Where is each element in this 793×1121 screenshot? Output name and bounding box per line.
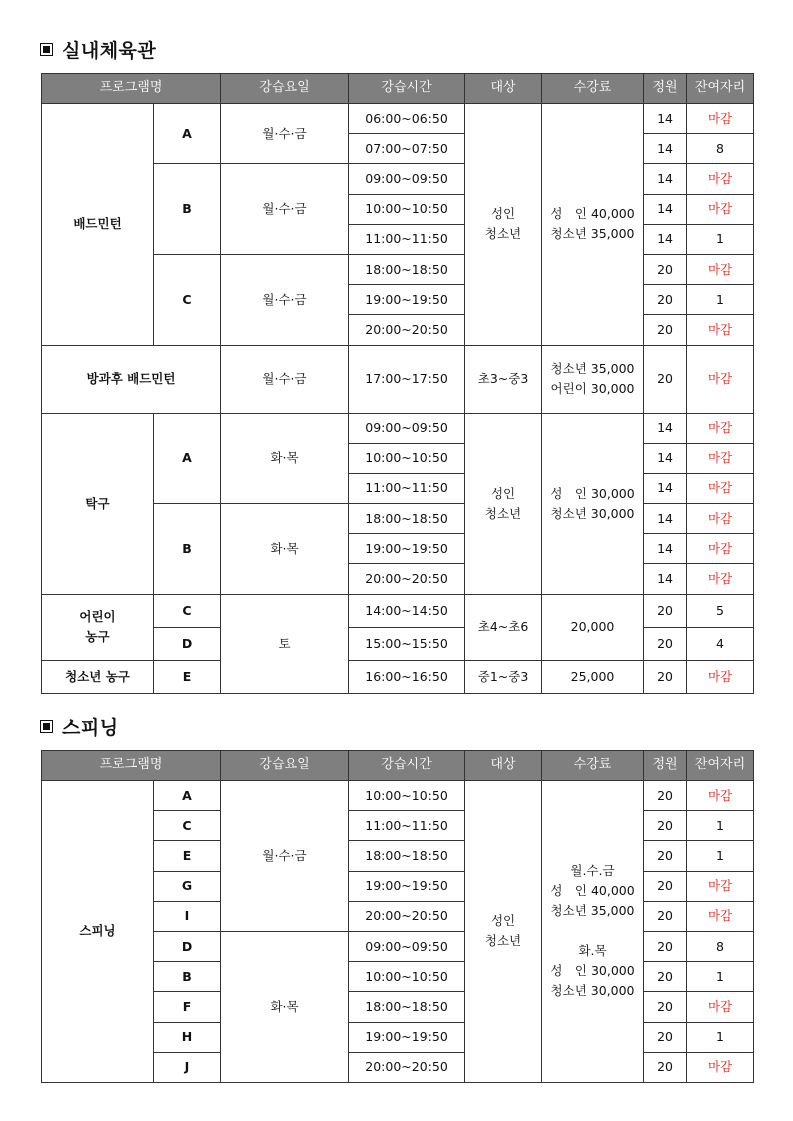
group-code: B: [154, 504, 221, 595]
header-fee: 수강료: [542, 751, 644, 781]
square-bullet-icon: [40, 720, 53, 733]
program-name: 탁구: [42, 413, 154, 594]
capacity: 20: [644, 931, 687, 961]
group-code: A: [154, 104, 221, 164]
remaining-seats: 1: [687, 811, 754, 841]
capacity: 20: [644, 345, 687, 413]
remaining-seats: 1: [687, 224, 754, 254]
table-row: [42, 345, 754, 413]
remaining-seats: 마감: [687, 781, 754, 811]
target-line: 청소년: [484, 226, 522, 242]
remaining-seats: 1: [687, 841, 754, 871]
remaining-seats: 마감: [687, 901, 754, 931]
table-row: [42, 781, 754, 811]
remaining-seats: 마감: [687, 504, 754, 534]
section-title-text: 실내체육관: [62, 40, 157, 62]
target-line: 성인: [490, 485, 516, 501]
fee: [542, 781, 644, 1083]
capacity: 20: [644, 781, 687, 811]
indoor-gym-table: [41, 73, 754, 694]
remaining-seats: 4: [687, 627, 754, 660]
capacity: 20: [644, 841, 687, 871]
capacity: 20: [644, 660, 687, 693]
capacity: 20: [644, 992, 687, 1022]
header-program: 프로그램명: [42, 751, 221, 781]
capacity: 20: [644, 594, 687, 627]
class-time: 19:00~19:50: [349, 871, 465, 901]
section-title-spinning: [40, 713, 119, 740]
program-name: 스피닝: [42, 781, 154, 1083]
group-code: D: [154, 627, 221, 660]
class-time: 20:00~20:50: [349, 315, 465, 345]
capacity: 14: [644, 104, 687, 134]
capacity: 20: [644, 811, 687, 841]
fee: [542, 104, 644, 346]
capacity: 20: [644, 627, 687, 660]
remaining-seats: 마감: [687, 315, 754, 345]
header-row: [42, 751, 754, 781]
target: 중1~중3: [465, 660, 542, 693]
table-row: [42, 413, 754, 443]
class-days: 화·목: [221, 413, 349, 504]
fee-line: 월.수.금: [570, 863, 615, 879]
fee-line: 청소년 35,000: [550, 903, 635, 919]
class-days: 월·수·금: [221, 781, 349, 932]
remaining-seats: 마감: [687, 871, 754, 901]
fee: 25,000: [542, 660, 644, 693]
class-time: 18:00~18:50: [349, 841, 465, 871]
spinning-table: [41, 750, 754, 1083]
table-row: [42, 660, 754, 693]
target: [465, 413, 542, 594]
fee-line: 청소년 35,000: [550, 226, 635, 242]
capacity: 14: [644, 194, 687, 224]
capacity: 20: [644, 1052, 687, 1082]
header-days: 강습요일: [221, 751, 349, 781]
class-time: 20:00~20:50: [349, 564, 465, 594]
header-remaining: 잔여자리: [687, 751, 754, 781]
class-time: 14:00~14:50: [349, 594, 465, 627]
group-code: B: [154, 164, 221, 255]
program-name: 배드민턴: [42, 104, 154, 346]
fee: 20,000: [542, 594, 644, 660]
remaining-seats: 1: [687, 962, 754, 992]
class-time: 06:00~06:50: [349, 104, 465, 134]
class-time: 11:00~11:50: [349, 811, 465, 841]
target-line: 청소년: [484, 505, 522, 521]
group-code: E: [154, 841, 221, 871]
program-name-line: 농구: [85, 629, 110, 645]
fee-line: 청소년 30,000: [550, 983, 635, 999]
remaining-seats: 마감: [687, 564, 754, 594]
target: 초4~초6: [465, 594, 542, 660]
group-code: H: [154, 1022, 221, 1052]
class-days: 월·수·금: [221, 345, 349, 413]
capacity: 20: [644, 901, 687, 931]
group-code: J: [154, 1052, 221, 1082]
remaining-seats: 마감: [687, 660, 754, 693]
remaining-seats: 마감: [687, 1052, 754, 1082]
target-line: 성인: [490, 913, 516, 929]
target-line: 청소년: [484, 933, 522, 949]
group-code: E: [154, 660, 221, 693]
fee: [542, 345, 644, 413]
program-name: 방과후 배드민턴: [42, 345, 221, 413]
class-time: 18:00~18:50: [349, 254, 465, 284]
class-days: 월·수·금: [221, 164, 349, 255]
program-name: 청소년 농구: [42, 660, 154, 693]
fee: [542, 413, 644, 594]
class-time: 11:00~11:50: [349, 473, 465, 503]
capacity: 14: [644, 224, 687, 254]
capacity: 20: [644, 1022, 687, 1052]
table-row: [42, 104, 754, 134]
table-row: [42, 594, 754, 627]
remaining-seats: 마감: [687, 345, 754, 413]
group-code: C: [154, 254, 221, 345]
remaining-seats: 마감: [687, 254, 754, 284]
remaining-seats: 마감: [687, 992, 754, 1022]
class-time: 10:00~10:50: [349, 962, 465, 992]
target: [465, 104, 542, 346]
header-program: 프로그램명: [42, 74, 221, 104]
group-code: A: [154, 781, 221, 811]
fee-line: 청소년 30,000: [550, 505, 635, 521]
capacity: 14: [644, 473, 687, 503]
target-line: 성인: [490, 206, 516, 222]
capacity: 20: [644, 962, 687, 992]
remaining-seats: 8: [687, 134, 754, 164]
remaining-seats: 마감: [687, 443, 754, 473]
group-code: G: [154, 871, 221, 901]
group-code: C: [154, 811, 221, 841]
class-time: 19:00~19:50: [349, 534, 465, 564]
group-code: C: [154, 594, 221, 627]
fee-line: 성 인 40,000: [550, 206, 635, 222]
group-code: B: [154, 962, 221, 992]
program-name: [42, 594, 154, 660]
class-time: 20:00~20:50: [349, 1052, 465, 1082]
class-time: 09:00~09:50: [349, 413, 465, 443]
remaining-seats: 5: [687, 594, 754, 627]
class-time: 20:00~20:50: [349, 901, 465, 931]
header-capacity: 정원: [644, 74, 687, 104]
capacity: 20: [644, 315, 687, 345]
capacity: 14: [644, 564, 687, 594]
capacity: 14: [644, 413, 687, 443]
section-title-text: 스피닝: [62, 717, 119, 739]
capacity: 14: [644, 134, 687, 164]
capacity: 20: [644, 254, 687, 284]
target: 초3~중3: [465, 345, 542, 413]
remaining-seats: 마감: [687, 534, 754, 564]
class-time: 10:00~10:50: [349, 194, 465, 224]
class-time: 19:00~19:50: [349, 285, 465, 315]
group-code: D: [154, 931, 221, 961]
header-time: 강습시간: [349, 74, 465, 104]
class-time: 10:00~10:50: [349, 781, 465, 811]
program-name-line: 어린이: [79, 609, 116, 625]
remaining-seats: 마감: [687, 194, 754, 224]
square-bullet-icon: [40, 43, 53, 56]
fee-line: 성 인 30,000: [550, 485, 635, 501]
fee-line: 청소년 35,000: [550, 361, 635, 376]
remaining-seats: 마감: [687, 473, 754, 503]
header-capacity: 정원: [644, 751, 687, 781]
header-fee: 수강료: [542, 74, 644, 104]
fee-line: 어린이 30,000: [550, 381, 635, 396]
class-time: 19:00~19:50: [349, 1022, 465, 1052]
class-time: 11:00~11:50: [349, 224, 465, 254]
header-days: 강습요일: [221, 74, 349, 104]
target: [465, 781, 542, 1083]
class-days: 월·수·금: [221, 104, 349, 164]
fee-line: 성 인 40,000: [550, 883, 635, 899]
capacity: 20: [644, 285, 687, 315]
capacity: 14: [644, 164, 687, 194]
remaining-seats: 8: [687, 931, 754, 961]
class-days: 토: [221, 594, 349, 693]
header-target: 대상: [465, 751, 542, 781]
capacity: 14: [644, 534, 687, 564]
group-code: I: [154, 901, 221, 931]
remaining-seats: 마감: [687, 104, 754, 134]
class-time: 16:00~16:50: [349, 660, 465, 693]
class-days: 화·목: [221, 931, 349, 1082]
group-code: F: [154, 992, 221, 1022]
class-time: 09:00~09:50: [349, 164, 465, 194]
capacity: 20: [644, 871, 687, 901]
fee-line: 화.목: [578, 943, 607, 959]
header-time: 강습시간: [349, 751, 465, 781]
capacity: 14: [644, 443, 687, 473]
header-remaining: 잔여자리: [687, 74, 754, 104]
header-target: 대상: [465, 74, 542, 104]
class-time: 18:00~18:50: [349, 504, 465, 534]
class-time: 07:00~07:50: [349, 134, 465, 164]
class-time: 17:00~17:50: [349, 345, 465, 413]
capacity: 14: [644, 504, 687, 534]
header-row: [42, 74, 754, 104]
remaining-seats: 1: [687, 1022, 754, 1052]
section-title-indoor-gym: [40, 36, 156, 63]
class-days: 월·수·금: [221, 254, 349, 345]
class-time: 09:00~09:50: [349, 931, 465, 961]
class-time: 15:00~15:50: [349, 627, 465, 660]
remaining-seats: 마감: [687, 413, 754, 443]
class-time: 10:00~10:50: [349, 443, 465, 473]
fee-line: 성 인 30,000: [550, 963, 635, 979]
remaining-seats: 마감: [687, 164, 754, 194]
remaining-seats: 1: [687, 285, 754, 315]
class-days: 화·목: [221, 504, 349, 595]
group-code: A: [154, 413, 221, 504]
class-time: 18:00~18:50: [349, 992, 465, 1022]
